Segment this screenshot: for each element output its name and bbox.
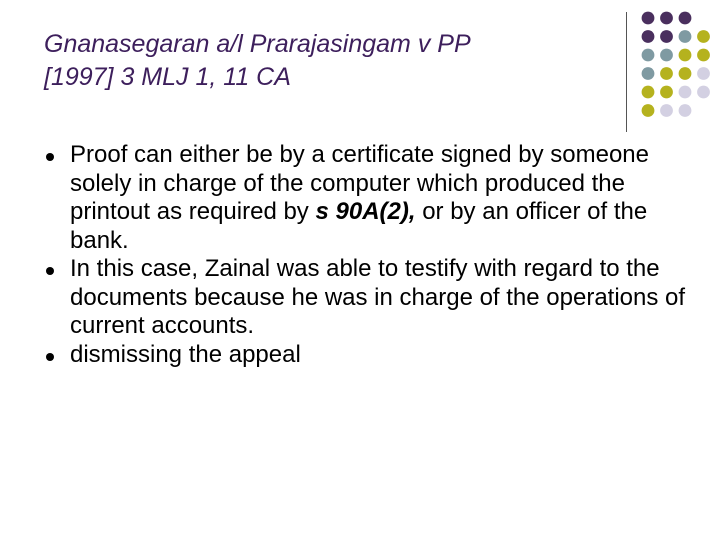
decorative-dot <box>679 49 692 62</box>
decorative-dot <box>642 30 655 43</box>
decorative-dot <box>642 49 655 62</box>
title-line-2: [1997] 3 MLJ 1, 11 CA <box>44 62 291 91</box>
decorative-dot <box>679 86 692 99</box>
decorative-dot <box>642 67 655 80</box>
slide-title <box>44 28 624 93</box>
decorative-dot <box>679 67 692 80</box>
title-divider <box>626 12 627 132</box>
statute-reference: s 90A(2), <box>315 198 416 225</box>
bullet-dot-icon <box>46 153 54 161</box>
bullet-list <box>46 141 686 369</box>
bullet-text: dismissing the appeal <box>70 340 301 368</box>
bullet-text-after: or by an officer of the bank. <box>70 198 648 254</box>
decorative-dot-grid <box>638 10 720 120</box>
bullet-item <box>46 341 686 370</box>
decorative-dot <box>660 86 673 99</box>
bullet-item <box>46 255 686 341</box>
bullet-dot-icon <box>46 353 54 361</box>
decorative-dot <box>697 67 710 80</box>
decorative-dot <box>642 12 655 25</box>
decorative-dot <box>660 12 673 25</box>
decorative-dot <box>679 12 692 25</box>
bullet-dot-icon <box>46 267 54 275</box>
bullet-text: In this case, Zainal was able to testify with regard to the documents because he was in charge of the operations of current accounts. <box>70 255 686 339</box>
decorative-dot <box>697 30 710 43</box>
decorative-dot <box>660 67 673 80</box>
decorative-dot <box>679 30 692 43</box>
decorative-dot <box>642 104 655 117</box>
decorative-dot <box>697 86 710 99</box>
bullet-text-before: Proof can either be by a certificate signed by someone solely in charge of the computer which produced the printout as required by <box>70 141 649 225</box>
decorative-dot <box>660 49 673 62</box>
decorative-dot <box>642 86 655 99</box>
bullet-item <box>46 141 686 255</box>
title-line-1: Gnanasegaran a/l Prarajasingam v PP <box>44 30 471 58</box>
decorative-dot <box>679 104 692 117</box>
decorative-dot <box>660 104 673 117</box>
decorative-dot <box>660 30 673 43</box>
decorative-dot <box>697 49 710 62</box>
